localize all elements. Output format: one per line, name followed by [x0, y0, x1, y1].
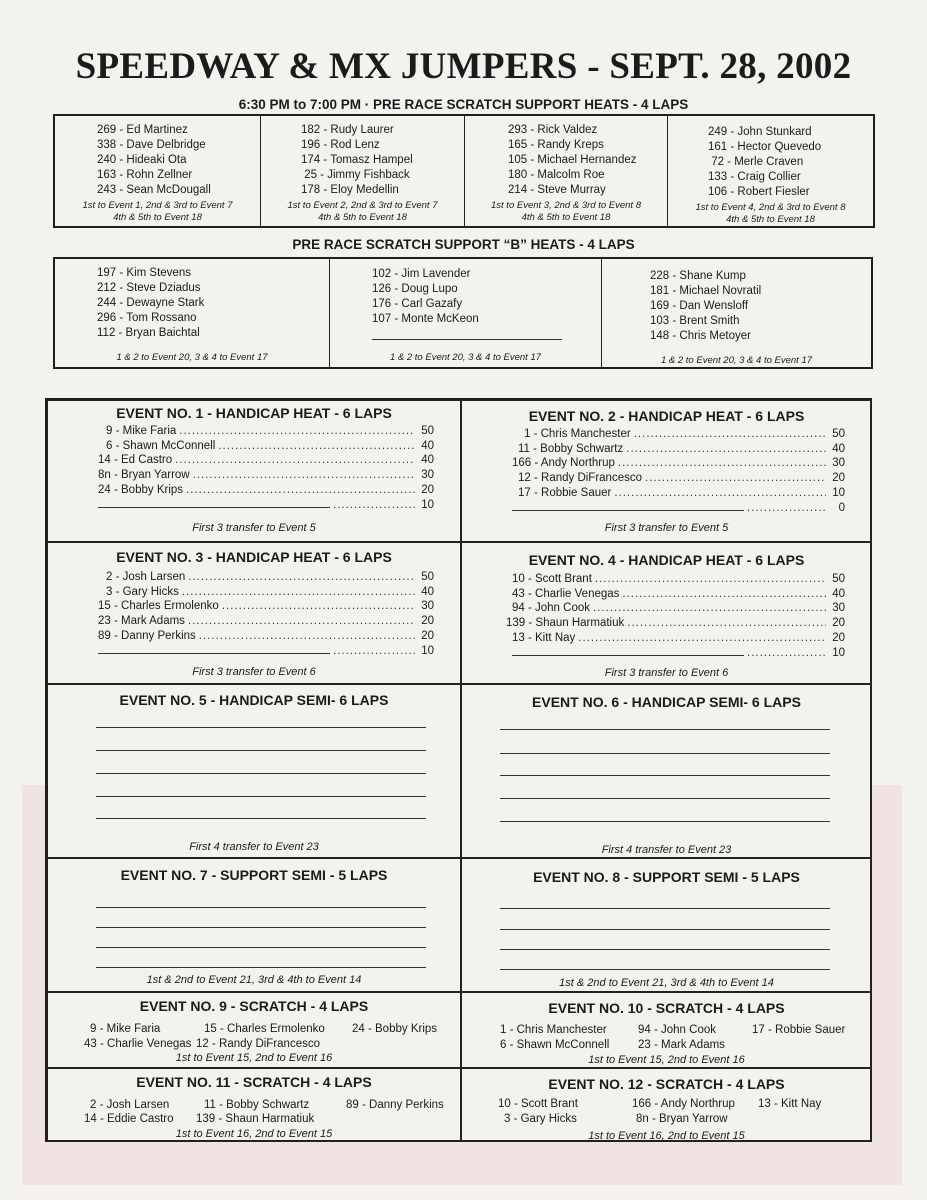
entry-row: 9 - Mike Faria ..... 50 — [98, 424, 434, 439]
entry-row: 11 - Bobby Schwartz ..... 40 — [512, 442, 845, 457]
rider: 15 - Charles Ermolenko — [204, 1023, 325, 1035]
entry-row: 1 - Chris Manchester ..... 50 — [512, 427, 845, 442]
event-transfer: 1st to Event 16, 2nd to Event 15 — [175, 1128, 333, 1140]
event-entries — [98, 570, 434, 658]
write-in-line — [500, 775, 830, 776]
rider: 196 - Rod Lenz — [301, 139, 380, 151]
event-transfer: First 3 transfer to Event 5 — [604, 522, 729, 534]
event-transfer: 1st & 2nd to Event 21, 3rd & 4th to Event 14 — [559, 977, 774, 989]
rider: 25 - Jimmy Fishback — [301, 169, 410, 181]
heat-riders — [708, 125, 821, 200]
rider: 11 - Bobby Schwartz — [204, 1099, 310, 1111]
entry-row-blank: ..... 10 — [98, 644, 434, 659]
rider: 165 - Randy Kreps — [508, 139, 604, 151]
event-transfer: First 3 transfer to Event 6 — [192, 666, 316, 678]
rider: 14 - Eddie Castro — [84, 1113, 174, 1125]
write-in-line — [96, 750, 426, 751]
rider: 243 - Sean McDougall — [97, 184, 211, 196]
event-transfer: First 3 transfer to Event 5 — [192, 522, 316, 534]
event-title: EVENT NO. 8 - SUPPORT SEMI - 5 LAPS — [533, 869, 800, 885]
heat-riders — [650, 269, 761, 344]
heat-riders — [97, 123, 211, 198]
event-transfer: 1st to Event 15, 2nd to Event 16 — [175, 1052, 333, 1064]
write-in-line — [96, 727, 426, 728]
heat-transfer: 1st to Event 2, 2nd & 3rd to Event 7 4th & 5th to Event 18 — [287, 200, 438, 223]
rider: 112 - Bryan Baichtal — [97, 327, 200, 339]
heat-riders — [97, 266, 204, 341]
event-7 — [47, 858, 461, 992]
rider: 178 - Eloy Medellin — [301, 184, 399, 196]
entry-row: 13 - Kitt Nay ..... 20 — [512, 631, 845, 646]
entry-row: 139 - Shaun Harmatiuk ..... 20 — [512, 616, 845, 631]
event-12 — [461, 1068, 872, 1142]
rider: 13 - Kitt Nay — [758, 1098, 822, 1110]
heat-transfer: 1st to Event 1, 2nd & 3rd to Event 7 4th & 5th to Event 18 — [82, 200, 233, 223]
heat-riders — [301, 123, 413, 198]
entry-row: 15 - Charles Ermolenko ..... 30 — [98, 599, 434, 614]
event-6 — [461, 684, 872, 858]
rider: 17 - Robbie Sauer — [752, 1024, 846, 1036]
rider: 296 - Tom Rossano — [97, 312, 197, 324]
rider: 166 - Andy Northrup — [632, 1098, 735, 1110]
event-9 — [47, 992, 461, 1068]
rider: 163 - Rohn Zellner — [97, 169, 193, 181]
heat-group-3 — [464, 116, 667, 226]
write-in-line — [96, 818, 426, 819]
event-4 — [461, 542, 872, 684]
rider: 94 - John Cook — [638, 1024, 716, 1036]
rider: 1 - Chris Manchester — [500, 1024, 607, 1036]
rider: 249 - John Stunkard — [708, 126, 812, 138]
rider: 89 - Danny Perkins — [346, 1099, 444, 1111]
rider: 106 - Robert Fiesler — [708, 186, 810, 198]
entry-row: 166 - Andy Northrup ..... 30 — [512, 456, 845, 471]
event-transfer: 1st to Event 16, 2nd to Event 15 — [588, 1130, 745, 1142]
entry-row: 3 - Gary Hicks ..... 40 — [98, 585, 434, 600]
rider: 169 - Dan Wensloff — [650, 300, 749, 312]
event-2 — [461, 400, 872, 542]
entry-row: 12 - Randy DiFrancesco ..... 20 — [512, 471, 845, 486]
event-title: EVENT NO. 6 - HANDICAP SEMI- 6 LAPS — [532, 694, 801, 710]
event-5 — [47, 684, 461, 858]
rider: 148 - Chris Metoyer — [650, 330, 751, 342]
rider: 240 - Hideaki Ota — [97, 154, 187, 166]
b-heat-group-1 — [55, 259, 329, 367]
event-8 — [461, 858, 872, 992]
rider: 24 - Bobby Krips — [352, 1023, 438, 1035]
entry-row: 94 - John Cook ..... 30 — [512, 601, 845, 616]
entry-row: 43 - Charlie Venegas ..... 40 — [512, 587, 845, 602]
heat-group-4 — [667, 116, 873, 226]
event-10 — [461, 992, 872, 1068]
rider: 139 - Shaun Harmatiuk — [196, 1113, 315, 1125]
entry-row: 24 - Bobby Krips ..... 20 — [98, 483, 434, 498]
rider: 293 - Rick Valdez — [508, 124, 598, 136]
rider: 23 - Mark Adams — [638, 1039, 725, 1051]
entry-row-blank: ..... 0 — [512, 501, 845, 516]
write-in-line — [96, 796, 426, 797]
heat-transfer: 1st to Event 3, 2nd & 3rd to Event 8 4th & 5th to Event 18 — [491, 200, 641, 223]
event-title: EVENT NO. 10 - SCRATCH - 4 LAPS — [548, 1000, 785, 1016]
entry-row: 14 - Ed Castro ..... 40 — [98, 453, 434, 468]
write-in-line — [500, 908, 830, 909]
write-in-line — [500, 729, 830, 730]
rider: 176 - Carl Gazafy — [372, 298, 463, 310]
rider: 3 - Gary Hicks — [504, 1113, 577, 1125]
event-3 — [47, 542, 461, 684]
write-in-line — [96, 927, 426, 928]
write-in-line — [500, 821, 830, 822]
b-heat-group-2 — [329, 259, 601, 367]
event-title: EVENT NO. 3 - HANDICAP HEAT - 6 LAPS — [116, 549, 392, 565]
rider: 161 - Hector Quevedo — [708, 141, 822, 153]
rider: 228 - Shane Kump — [650, 270, 746, 282]
write-in-line — [500, 753, 830, 754]
heat-group-1 — [55, 116, 260, 226]
event-entries — [512, 427, 845, 515]
rider: 107 - Monte McKeon — [372, 313, 479, 325]
rider: 103 - Brent Smith — [650, 315, 740, 327]
events-grid — [45, 398, 872, 1142]
heat-transfer: 1st to Event 4, 2nd & 3rd to Event 8 4th & 5th to Event 18 — [695, 202, 846, 225]
heat-group-2 — [260, 116, 464, 226]
entry-row: 89 - Danny Perkins ..... 20 — [98, 629, 434, 644]
rider: 126 - Doug Lupo — [372, 283, 458, 295]
scratch-support-heading: 6:30 PM to 7:00 PM · PRE RACE SCRATCH SUPPORT HEATS - 4 LAPS — [238, 97, 689, 112]
entry-row: 6 - Shawn McConnell ..... 40 — [98, 439, 434, 454]
rider: 8n - Bryan Yarrow — [636, 1113, 728, 1125]
write-in-line — [96, 947, 426, 948]
heat-riders — [508, 123, 637, 198]
rider: 244 - Dewayne Stark — [97, 297, 205, 309]
heat-transfer: 1 & 2 to Event 20, 3 & 4 to Event 17 — [116, 352, 268, 363]
heat-riders — [372, 267, 479, 327]
event-title: EVENT NO. 11 - SCRATCH - 4 LAPS — [136, 1074, 372, 1090]
rider: 180 - Malcolm Roe — [508, 169, 605, 181]
event-transfer: 1st & 2nd to Event 21, 3rd & 4th to Event 14 — [146, 974, 362, 986]
entry-row-blank: ..... 10 — [98, 498, 434, 513]
event-title: EVENT NO. 9 - SCRATCH - 4 LAPS — [139, 998, 369, 1014]
blank-rider-line — [372, 339, 562, 340]
entry-row: 8n - Bryan Yarrow ..... 30 — [98, 468, 434, 483]
write-in-line — [96, 967, 426, 968]
rider: 102 - Jim Lavender — [372, 268, 471, 280]
entry-row: 23 - Mark Adams ..... 20 — [98, 614, 434, 629]
write-in-line — [500, 949, 830, 950]
rider: 197 - Kim Stevens — [97, 267, 191, 279]
rider: 12 - Randy DiFrancesco — [196, 1038, 320, 1050]
rider: 174 - Tomasz Hampel — [301, 154, 413, 166]
rider: 72 - Merle Craven — [708, 156, 804, 168]
rider: 43 - Charlie Venegas — [84, 1038, 192, 1050]
rider: 105 - Michael Hernandez — [508, 154, 637, 166]
heat-transfer: 1 & 2 to Event 20, 3 & 4 to Event 17 — [389, 352, 542, 363]
event-title: EVENT NO. 7 - SUPPORT SEMI - 5 LAPS — [120, 867, 388, 883]
event-transfer: First 4 transfer to Event 23 — [189, 841, 319, 853]
rider: 6 - Shawn McConnell — [500, 1039, 610, 1051]
event-title: EVENT NO. 4 - HANDICAP HEAT - 6 LAPS — [528, 552, 805, 568]
entry-row-blank: ..... 10 — [512, 646, 845, 661]
entry-row: 10 - Scott Brant ..... 50 — [512, 572, 845, 587]
event-entries — [506, 572, 845, 660]
entry-row: 17 - Robbie Sauer ..... 10 — [512, 486, 845, 501]
event-transfer: First 4 transfer to Event 23 — [601, 844, 732, 856]
entry-row: 2 - Josh Larsen ..... 50 — [98, 570, 434, 585]
write-in-line — [96, 773, 426, 774]
write-in-line — [500, 969, 830, 970]
rider: 214 - Steve Murray — [508, 184, 606, 196]
rider: 9 - Mike Faria — [90, 1023, 161, 1035]
event-title: EVENT NO. 12 - SCRATCH - 4 LAPS — [548, 1076, 785, 1092]
write-in-line — [96, 907, 426, 908]
rider: 2 - Josh Larsen — [90, 1099, 170, 1111]
b-heats-box — [53, 257, 873, 369]
page-title: SPEEDWAY & MX JUMPERS - SEPT. 28, 2002 — [75, 46, 852, 87]
rider: 212 - Steve Dziadus — [97, 282, 201, 294]
heat-transfer: 1 & 2 to Event 20, 3 & 4 to Event 17 — [660, 355, 813, 366]
b-heat-group-3 — [601, 259, 871, 367]
event-11 — [47, 1068, 461, 1142]
event-transfer: First 3 transfer to Event 6 — [604, 667, 729, 679]
b-heats-heading: PRE RACE SCRATCH SUPPORT “B” HEATS - 4 LAPS — [292, 237, 635, 252]
event-transfer: 1st to Event 15, 2nd to Event 16 — [588, 1054, 745, 1066]
event-title: EVENT NO. 5 - HANDICAP SEMI- 6 LAPS — [119, 692, 389, 708]
rider: 181 - Michael Novratil — [650, 285, 762, 297]
write-in-line — [500, 929, 830, 930]
rider: 182 - Rudy Laurer — [301, 124, 394, 136]
event-title: EVENT NO. 2 - HANDICAP HEAT - 6 LAPS — [528, 408, 805, 424]
event-entries — [98, 424, 434, 512]
rider: 338 - Dave Delbridge — [97, 139, 206, 151]
rider: 10 - Scott Brant — [498, 1098, 578, 1110]
event-title: EVENT NO. 1 - HANDICAP HEAT - 6 LAPS — [116, 405, 392, 421]
write-in-line — [500, 798, 830, 799]
rider: 269 - Ed Martinez — [97, 124, 188, 136]
rider: 133 - Craig Collier — [708, 171, 801, 183]
event-1 — [47, 400, 461, 542]
scratch-support-box — [53, 114, 875, 228]
